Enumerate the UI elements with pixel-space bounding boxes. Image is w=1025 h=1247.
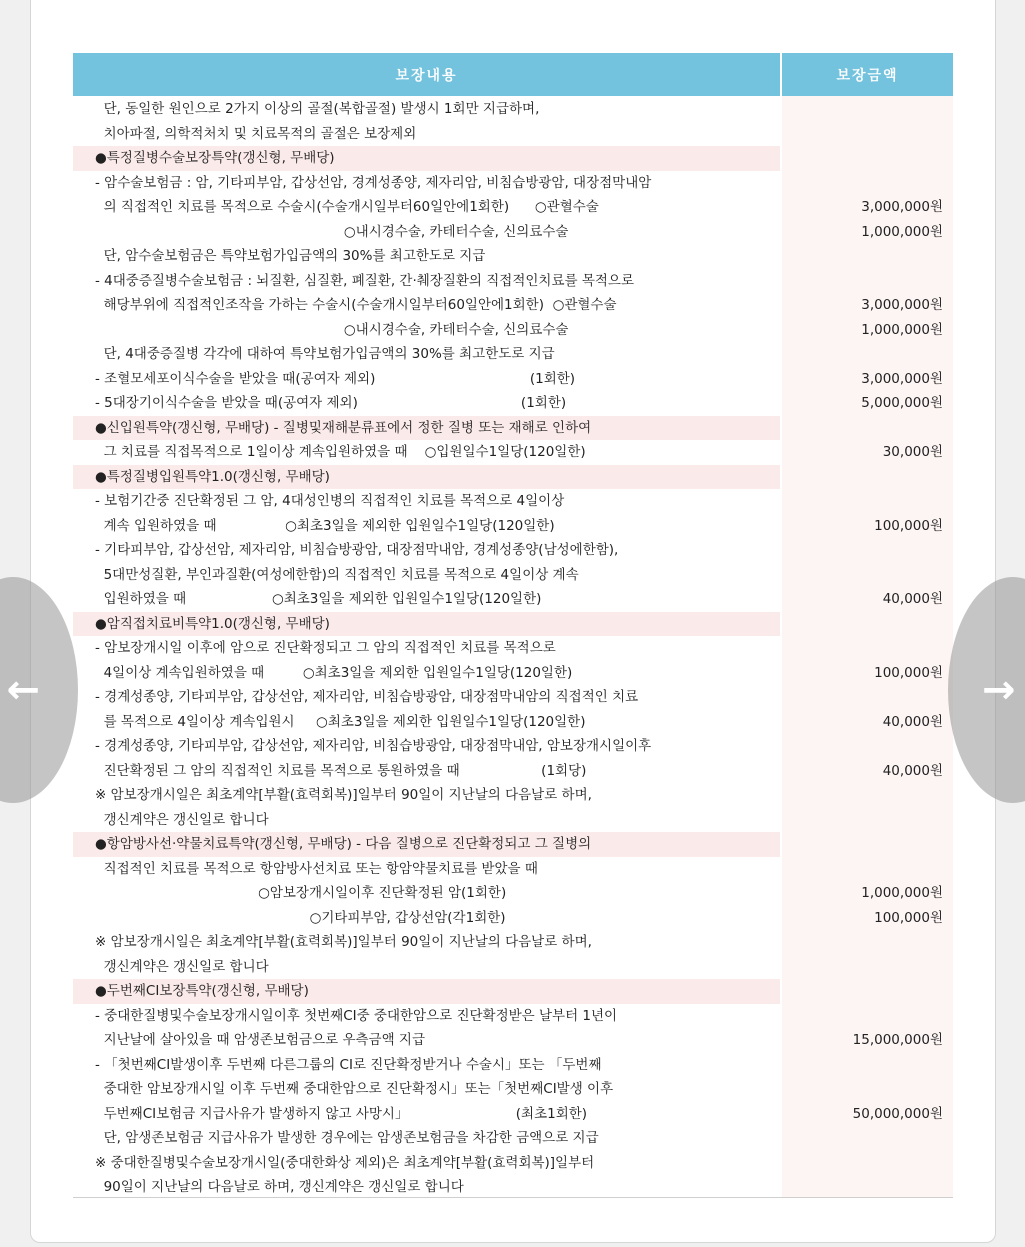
table-row <box>73 1053 953 1078</box>
row-text: - 중대한질병및수술보장개시일이후 첫번째CI중 중대한암으로 진단확정받은 날부터 1년이 <box>95 1007 618 1024</box>
table-row <box>73 759 953 784</box>
table-row <box>73 293 953 318</box>
content-column-header: 보장내용 <box>73 53 780 96</box>
row-text: - 암보장개시일 이후에 암으로 진단확정되고 그 암의 직접적인 치료를 목적으로 <box>95 640 556 656</box>
table-row <box>73 244 953 269</box>
table-row <box>73 367 953 392</box>
row-text: ●신입원특약(갱신형, 무배당) - 질병및재해분류표에서 정한 질병 또는 재해로 인하여 <box>95 419 592 436</box>
row-text: 진단확정된 그 암의 직접적인 치료를 목적으로 통원하였을 때 (1회당) <box>95 762 587 779</box>
table-row <box>73 1151 953 1176</box>
row-amount: 3,000,000원 <box>861 199 943 215</box>
row-text: 치아파절, 의학적처치 및 치료목적의 골절은 보장제외 <box>95 125 417 142</box>
row-text: ○내시경수술, 카테터수술, 신의료수술 <box>95 321 569 338</box>
section-title-row <box>73 612 780 637</box>
table-row <box>73 710 953 735</box>
table-row <box>73 538 953 563</box>
section-title-row <box>73 146 780 171</box>
row-amount: 100,000원 <box>874 517 943 534</box>
table-row <box>73 955 953 980</box>
section-title-row <box>73 416 780 441</box>
row-text: - 4대중증질병수술보험금 : 뇌질환, 심질환, 폐질환, 간·췌장질환의 직접적인치료를 목적으로 <box>95 272 634 289</box>
table-bottom-border <box>73 1197 953 1198</box>
row-amount: 40,000원 <box>882 713 943 730</box>
row-amount: 40,000원 <box>882 591 943 607</box>
row-text: 단, 암수술보험금은 특약보험가입금액의 30%를 최고한도로 지급 <box>95 248 486 264</box>
row-amount: 100,000원 <box>874 909 943 926</box>
table-row <box>73 808 953 833</box>
row-text: - 조혈모세포이식수술을 받았을 때(공여자 제외) (1회한) <box>95 370 576 387</box>
table-row <box>73 881 953 906</box>
table-row <box>73 97 953 122</box>
row-text: 갱신계약은 갱신일로 합니다 <box>95 811 269 828</box>
row-amount: 1,000,000원 <box>861 223 943 240</box>
table-row <box>73 1102 953 1127</box>
row-amount: 40,000원 <box>882 762 943 779</box>
table-row <box>73 1126 953 1151</box>
section-title-row <box>73 465 780 490</box>
row-text: ●특정질병수술보장특약(갱신형, 무배당) <box>95 150 335 166</box>
table-row <box>73 857 953 882</box>
row-text: 직접적인 치료를 목적으로 항암방사선치료 또는 항암약물치료를 받았을 때 <box>95 860 538 877</box>
table-row <box>73 391 953 416</box>
table-row <box>73 1077 953 1102</box>
row-text: 단, 4대중증질병 각각에 대하여 특약보험가입금액의 30%를 최고한도로 지급 <box>95 346 555 362</box>
row-text: ●특정질병입원특약1.0(갱신형, 무배당) <box>95 468 330 485</box>
table-row <box>73 489 953 514</box>
row-amount: 3,000,000원 <box>861 297 943 313</box>
row-amount: 1,000,000원 <box>861 885 943 901</box>
row-amount: 15,000,000원 <box>852 1032 943 1048</box>
amount-column-header: 보장금액 <box>782 53 953 96</box>
row-text: - 5대장기이식수술을 받았을 때(공여자 제외) (1회한) <box>95 395 567 411</box>
row-text: - 「첫번째CI발생이후 두번째 다른그룹의 CI로 진단확정받거나 수술시」또는 「두번째 <box>95 1056 602 1073</box>
table-row <box>73 1175 953 1200</box>
row-text: 갱신계약은 갱신일로 합니다 <box>95 958 269 975</box>
row-text: 90일이 지난날의 다음날로 하며, 갱신계약은 갱신일로 합니다 <box>95 1179 464 1195</box>
row-text: 중대한 암보장개시일 이후 두번째 중대한암으로 진단확정시」또는「첫번째CI발생 이후 <box>95 1081 614 1097</box>
table-row <box>73 122 953 147</box>
table-row <box>73 734 953 759</box>
row-text: ○내시경수술, 카테터수술, 신의료수술 <box>95 223 569 240</box>
row-text: ○기타피부암, 갑상선암(각1회한) <box>95 909 506 926</box>
table-row <box>73 195 953 220</box>
table-row <box>73 636 953 661</box>
table-row <box>73 685 953 710</box>
row-text: 두번째CI보험금 지급사유가 발생하지 않고 사망시」 (최초1회한) <box>95 1105 588 1122</box>
table-row <box>73 1028 953 1053</box>
table-row <box>73 342 953 367</box>
row-text: 그 치료를 직접목적으로 1일이상 계속입원하였을 때 ○입원일수1일당(120일한) <box>95 444 586 460</box>
table-row <box>73 930 953 955</box>
table-row <box>73 587 953 612</box>
row-amount: 5,000,000원 <box>861 395 943 411</box>
row-text: 해당부위에 직접적인조작을 가하는 수술시(수술개시일부터60일안에1회한) ○관혈수술 <box>95 297 617 313</box>
table-row <box>73 661 953 686</box>
row-text: ※ 중대한질병및수술보장개시일(중대한화상 제외)은 최초계약[부활(효력회복)]일부터 <box>95 1154 595 1171</box>
row-text: 입원하였을 때 ○최초3일을 제외한 입원일수1일당(120일한) <box>95 591 542 607</box>
table-row <box>73 440 953 465</box>
row-text: 를 목적으로 4일이상 계속입원시 ○최초3일을 제외한 입원일수1일당(120일한) <box>95 713 586 730</box>
table-row <box>73 318 953 343</box>
row-amount: 3,000,000원 <box>861 370 943 387</box>
table-row <box>73 220 953 245</box>
row-text: - 경계성종양, 기타피부암, 갑상선암, 제자리암, 비침습방광암, 대장점막내암, 암보장개시일이후 <box>95 738 652 754</box>
row-text: 4일이상 계속입원하였을 때 ○최초3일을 제외한 입원일수1일당(120일한) <box>95 664 573 681</box>
row-text: - 보험기간중 진단확정된 그 암, 4대성인병의 직접적인 치료를 목적으로 4일이상 <box>95 493 565 509</box>
row-text: - 경계성종양, 기타피부암, 갑상선암, 제자리암, 비침습방광암, 대장점막내암의 직접적인 치료 <box>95 689 639 705</box>
row-text: 5대만성질환, 부인과질환(여성에한함)의 직접적인 치료를 목적으로 4일이상 계속 <box>95 566 579 583</box>
arrow-right-icon: → <box>982 667 1016 713</box>
table-row <box>73 171 953 196</box>
table-row <box>73 1004 953 1029</box>
table-row <box>73 514 953 539</box>
row-text: 계속 입원하였을 때 ○최초3일을 제외한 입원일수1일당(120일한) <box>95 517 555 534</box>
row-amount: 1,000,000원 <box>861 321 943 338</box>
row-text: ●암직접치료비특약1.0(갱신형, 무배당) <box>95 615 330 632</box>
row-text: - 기타피부암, 갑상선암, 제자리암, 비침습방광암, 대장점막내암, 경계성종양(남성에한함), <box>95 542 619 558</box>
section-title-row <box>73 979 780 1004</box>
row-text: ※ 암보장개시일은 최초계약[부활(효력회복)]일부터 90일이 지난날의 다음날로 하며, <box>95 934 592 950</box>
table-row <box>73 269 953 294</box>
row-amount: 30,000원 <box>882 444 943 460</box>
table-row <box>73 906 953 931</box>
arrow-left-icon: ← <box>6 667 40 713</box>
row-text: ●항암방사선·약물치료특약(갱신형, 무배당) - 다음 질병으로 진단확정되고 그 질병의 <box>95 836 592 852</box>
table-row <box>73 783 953 808</box>
row-text: - 암수술보험금 : 암, 기타피부암, 갑상선암, 경계성종양, 제자리암, 비침습방광암, 대장점막내암 <box>95 174 652 191</box>
row-text: 지난날에 살아있을 때 암생존보험금으로 우측금액 지급 <box>95 1032 425 1048</box>
row-text: ●두번째CI보장특약(갱신형, 무배당) <box>95 983 309 999</box>
row-amount: 50,000,000원 <box>852 1105 943 1122</box>
section-title-row <box>73 832 780 857</box>
row-text: 단, 동일한 원인으로 2가지 이상의 골절(복합골절) 발생시 1회만 지급하며, <box>95 101 540 117</box>
table-row <box>73 563 953 588</box>
row-text: 의 직접적인 치료를 목적으로 수술시(수술개시일부터60일안에1회한) ○관혈수술 <box>95 199 599 215</box>
row-text: 단, 암생존보험금 지급사유가 발생한 경우에는 암생존보험금을 차감한 금액으로 지급 <box>95 1130 599 1146</box>
row-text: ※ 암보장개시일은 최초계약[부활(효력회복)]일부터 90일이 지난날의 다음날로 하며, <box>95 787 592 803</box>
row-text: ○암보장개시일이후 진단확정된 암(1회한) <box>95 885 507 901</box>
row-amount: 100,000원 <box>874 664 943 681</box>
